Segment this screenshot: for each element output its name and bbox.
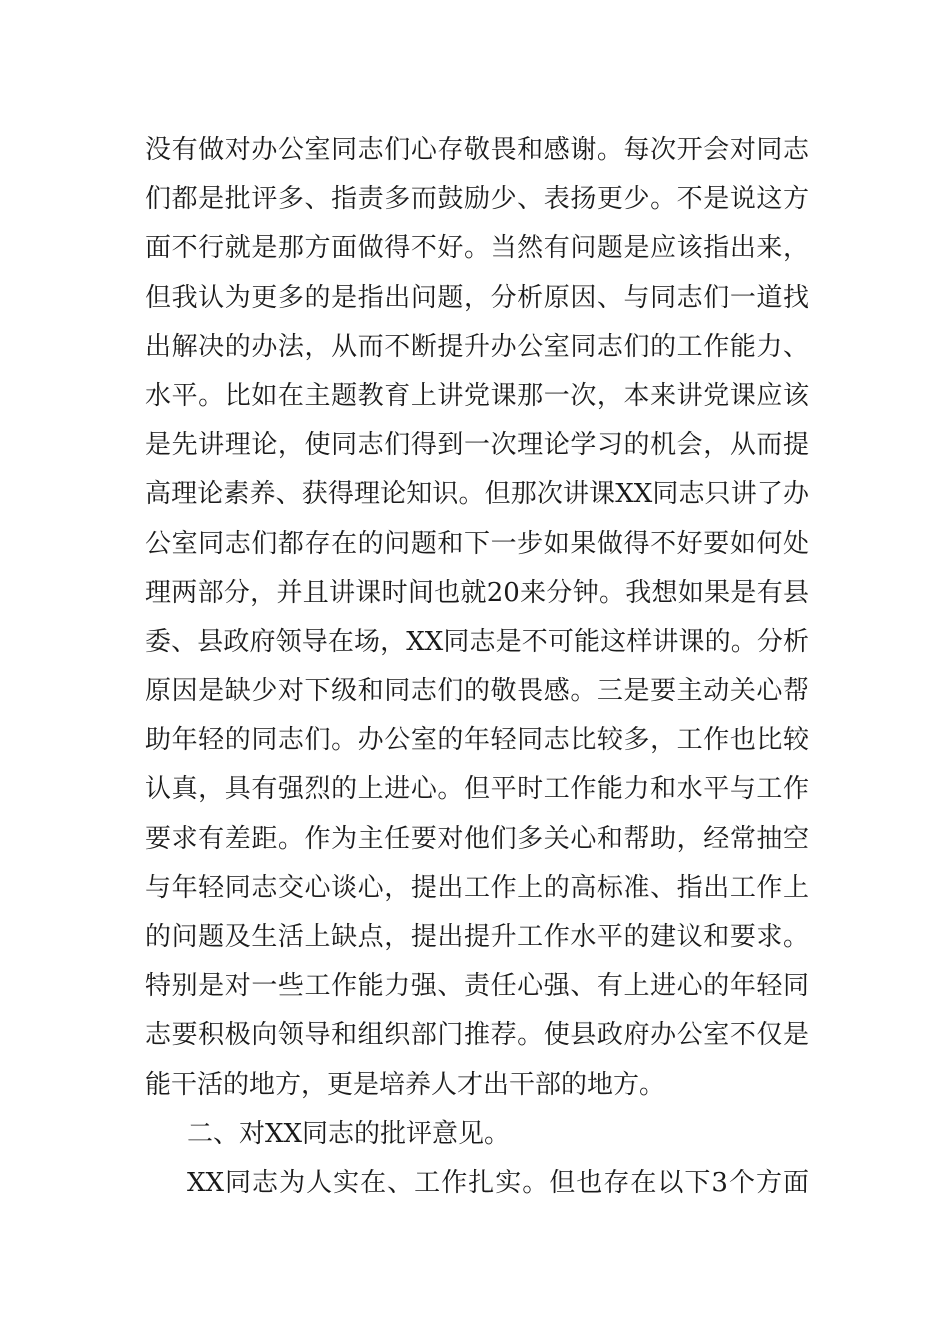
paragraph-line: 委、县政府领导在场，XX同志是不可能这样讲课的。分析 bbox=[145, 626, 809, 657]
document-body bbox=[145, 126, 809, 1208]
section-paragraph-line: XX同志为人实在、工作扎实。但也存在以下3个方面 bbox=[187, 1167, 809, 1198]
paragraph-line: 志要积极向领导和组织部门推荐。使县政府办公室不仅是 bbox=[145, 1020, 809, 1051]
paragraph-line: 没有做对办公室同志们心存敬畏和感谢。每次开会对同志 bbox=[145, 135, 809, 165]
paragraph-line: 们都是批评多、指责多而鼓励少、表扬更少。不是说这方 bbox=[145, 184, 809, 215]
paragraph-line: 水平。比如在主题教育上讲党课那一次，本来讲党课应该 bbox=[145, 380, 809, 411]
paragraph-line: 能干活的地方，更是培养人才出干部的地方。 bbox=[145, 1069, 666, 1100]
paragraph-line: 原因是缺少对下级和同志们的敬畏感。三是要主动关心帮 bbox=[145, 676, 809, 707]
paragraph-line: 出解决的办法，从而不断提升办公室同志们的工作能力、 bbox=[145, 331, 809, 362]
paragraph-line: 特别是对一些工作能力强、责任心强、有上进心的年轻同 bbox=[145, 971, 809, 1002]
paragraph-line: 理两部分，并且讲课时间也就20来分钟。我想如果是有县 bbox=[145, 577, 809, 608]
paragraph-line: 公室同志们都存在的问题和下一步如果做得不好要如何处 bbox=[145, 528, 809, 559]
paragraph-line: 是先讲理论，使同志们得到一次理论学习的机会，从而提 bbox=[145, 430, 809, 461]
paragraph-line: 要求有差距。作为主任要对他们多关心和帮助，经常抽空 bbox=[145, 823, 809, 854]
paragraph-line: 面不行就是那方面做得不好。当然有问题是应该指出来， bbox=[145, 233, 809, 264]
paragraph-line: 高理论素养、获得理论知识。但那次讲课XX同志只讲了办 bbox=[145, 479, 809, 510]
paragraph-line: 的问题及生活上缺点，提出提升工作水平的建议和要求。 bbox=[145, 922, 809, 952]
paragraph-line: 但我认为更多的是指出问题，分析原因、与同志们一道找 bbox=[145, 282, 809, 313]
section-heading: 二、对XX同志的批评意见。 bbox=[187, 1118, 511, 1149]
paragraph-line: 认真，具有强烈的上进心。但平时工作能力和水平与工作 bbox=[145, 774, 809, 805]
paragraph-line: 助年轻的同志们。办公室的年轻同志比较多，工作也比较 bbox=[145, 725, 809, 756]
paragraph-line: 与年轻同志交心谈心，提出工作上的高标准、指出工作上 bbox=[145, 872, 809, 903]
